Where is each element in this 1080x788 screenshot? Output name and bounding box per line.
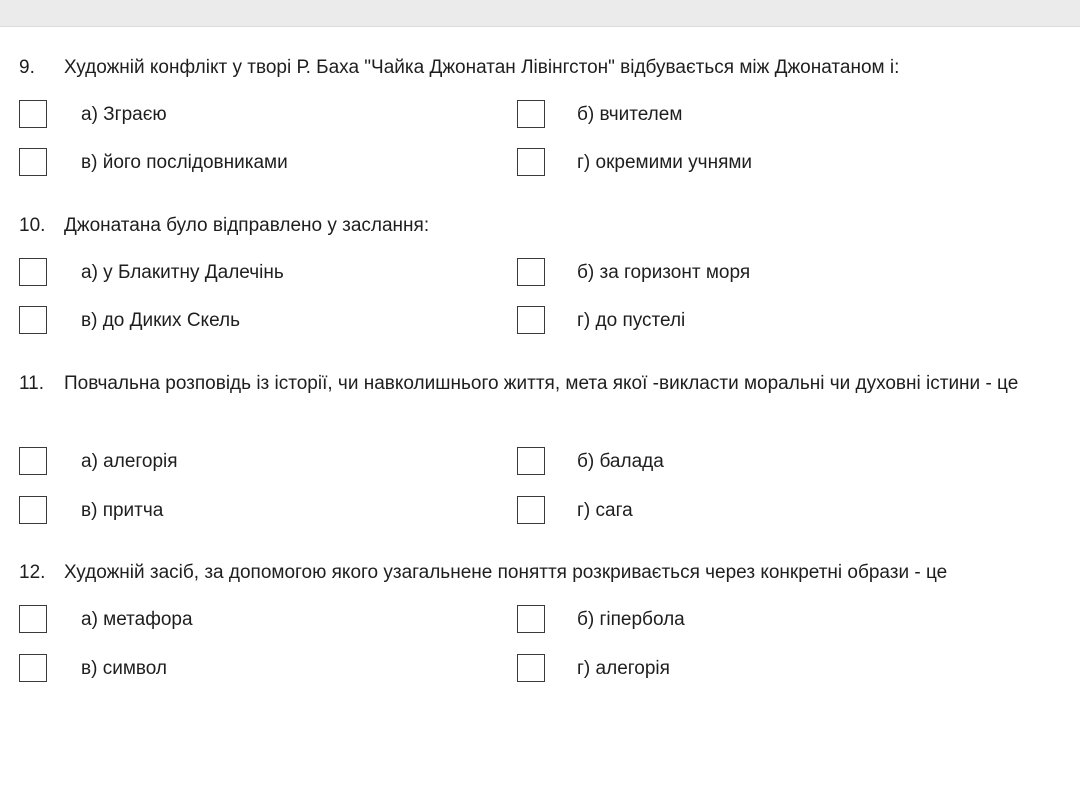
checkbox[interactable] bbox=[19, 148, 47, 176]
question-text: Художній конфлікт у творі Р. Баха "Чайка Джонатан Лівінгстон" відбувається між Джонатаном і: bbox=[64, 57, 900, 78]
option-label: а) Зграєю bbox=[81, 104, 167, 125]
option-label: г) окремими учнями bbox=[577, 152, 753, 173]
option-label: г) алегорія bbox=[577, 658, 670, 679]
checkbox[interactable] bbox=[517, 654, 545, 682]
option-label: б) балада bbox=[577, 451, 664, 472]
checkbox[interactable] bbox=[19, 306, 47, 334]
option-label: г) сага bbox=[577, 500, 633, 521]
question-number: 11. bbox=[19, 373, 45, 394]
question-number: 10. bbox=[19, 215, 46, 236]
option-label: г) до пустелі bbox=[577, 310, 686, 331]
question-text: Художній засіб, за допомогою якого узагальнене поняття розкривається через конкретні образи - це bbox=[64, 562, 948, 583]
checkbox[interactable] bbox=[517, 496, 545, 524]
option-label: б) гіпербола bbox=[577, 609, 685, 630]
checkbox[interactable] bbox=[517, 100, 545, 128]
checkbox[interactable] bbox=[517, 148, 545, 176]
checkbox[interactable] bbox=[19, 258, 47, 286]
checkbox[interactable] bbox=[19, 447, 47, 475]
checkbox[interactable] bbox=[517, 447, 545, 475]
option-label: а) у Блакитну Далечінь bbox=[81, 262, 284, 283]
option-label: в) притча bbox=[81, 500, 164, 521]
checkbox[interactable] bbox=[19, 654, 47, 682]
option-label: б) вчителем bbox=[577, 104, 683, 125]
option-label: б) за горизонт моря bbox=[577, 262, 751, 283]
checkbox[interactable] bbox=[19, 605, 47, 633]
question-number: 12. bbox=[19, 562, 46, 583]
option-label: в) його послідовниками bbox=[81, 152, 288, 173]
checkbox[interactable] bbox=[19, 100, 47, 128]
option-label: в) символ bbox=[81, 658, 167, 679]
checkbox[interactable] bbox=[19, 496, 47, 524]
checkbox[interactable] bbox=[517, 306, 545, 334]
question-number: 9. bbox=[19, 57, 35, 78]
question-text: Джонатана було відправлено у заслання: bbox=[64, 215, 430, 236]
option-label: а) алегорія bbox=[81, 451, 178, 472]
option-label: а) метафора bbox=[81, 609, 193, 630]
checkbox[interactable] bbox=[517, 258, 545, 286]
option-label: в) до Диких Скель bbox=[81, 310, 240, 331]
checkbox[interactable] bbox=[517, 605, 545, 633]
question-text: Повчальна розповідь із історії, чи навколишнього життя, мета якої -викласти моральні чи духовні істини - це bbox=[64, 373, 1019, 394]
